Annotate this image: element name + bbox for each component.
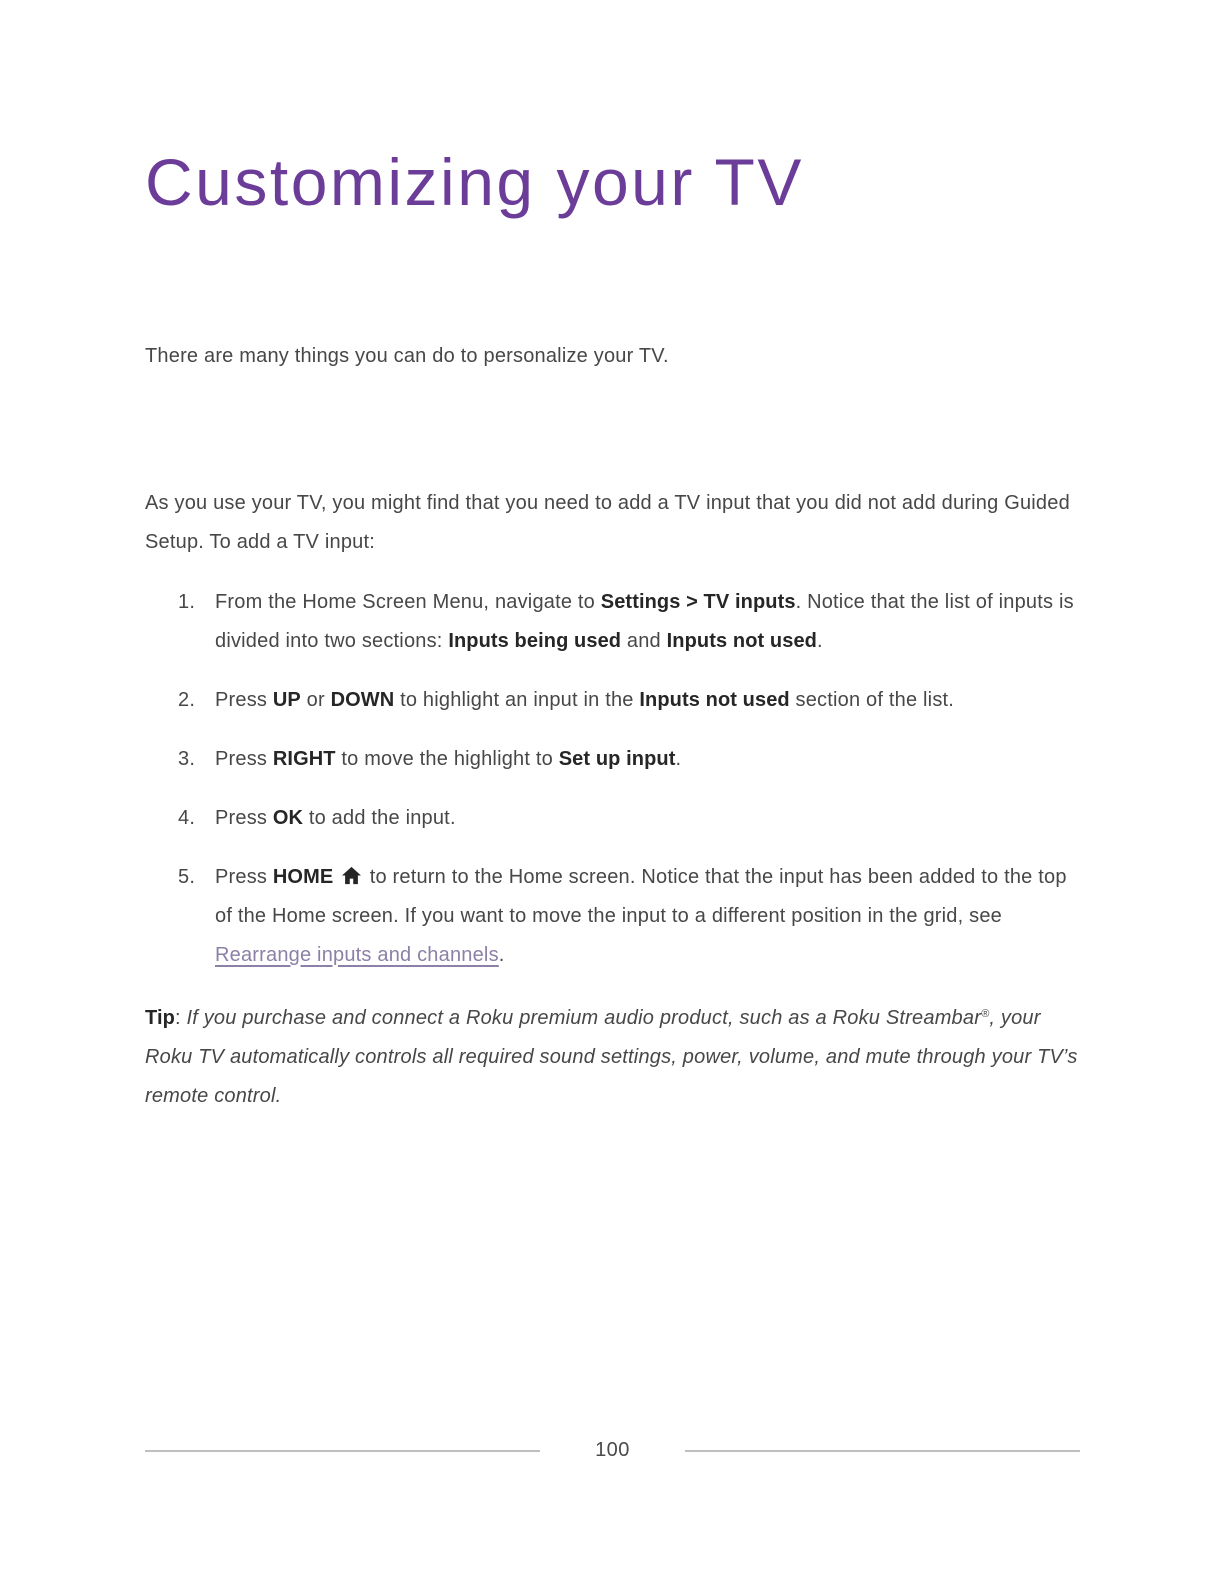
list-item-number: 2.: [178, 688, 196, 711]
text-segment: .: [498, 943, 505, 966]
list-item-text: [215, 807, 456, 829]
text-segment: .: [817, 629, 823, 652]
text-segment: HOME: [272, 865, 339, 888]
list-item-number: 3.: [178, 747, 196, 770]
text-segment: . Notice that the list of inputs is divided into two sections:: [215, 590, 1074, 652]
list-item-text: [215, 689, 954, 711]
list-item-text: [215, 866, 1067, 966]
text-segment: Inputs not used: [666, 629, 818, 652]
text-segment: and: [621, 629, 667, 652]
list-item-text: [215, 748, 681, 770]
rearrange-inputs-link[interactable]: Rearrange inputs and channels: [215, 943, 499, 966]
list-item: [145, 799, 1080, 838]
text-segment: Settings > TV inputs: [600, 590, 796, 613]
footer-rule-left: [145, 1450, 540, 1452]
text-segment: Press: [215, 806, 273, 829]
list-item-number: 5.: [178, 865, 196, 888]
tip-paragraph: [145, 995, 1080, 1116]
intro-paragraph: There are many things you can do to personalize your TV.: [145, 344, 669, 367]
text-segment: Press: [215, 688, 273, 711]
text-segment: ®: [981, 1007, 990, 1020]
text-segment: Set up input: [558, 747, 676, 770]
text-segment: DOWN: [330, 688, 395, 711]
text-segment: section of the list.: [789, 688, 955, 711]
text-segment: :: [174, 1006, 187, 1029]
text-segment: , your Roku TV automatically controls all required sound settings, power, volume, and mute through your TV’s remote control.: [145, 1006, 1078, 1107]
text-segment: .: [675, 747, 682, 770]
text-segment: If you purchase and connect a Roku premium audio product, such as a Roku Streambar: [186, 1006, 982, 1029]
home-icon: [341, 866, 362, 885]
text-segment: UP: [272, 688, 301, 711]
text-segment: Inputs not used: [639, 688, 790, 711]
text-segment: Press: [215, 865, 273, 888]
page-title: Customizing your TV: [145, 145, 804, 219]
page-number: 100: [595, 1439, 630, 1461]
text-segment: to return to the Home screen. Notice that the input has been added to the top of the Home screen. If you want to move the input to a different position in the grid, see: [215, 865, 1067, 927]
text-segment: Tip: [145, 1006, 175, 1029]
text-segment: RIGHT: [272, 747, 336, 770]
list-item-number: 1.: [178, 590, 196, 613]
list-item: [145, 681, 1080, 720]
text-segment: From the Home Screen Menu, navigate to: [215, 590, 601, 613]
text-segment: Inputs being used: [448, 629, 622, 652]
list-item-number: 4.: [178, 806, 196, 829]
add-input-intro-paragraph: As you use your TV, you might find that you need to add a TV input that you did not add during Guided Setup. To add a TV input:: [145, 491, 1070, 553]
footer-rule-right: [685, 1450, 1080, 1452]
text-segment: to highlight an input in the: [394, 688, 640, 711]
instruction-list: [145, 583, 1080, 975]
text-segment: to add the input.: [303, 806, 456, 829]
list-item: [145, 740, 1080, 779]
text-segment: Press: [215, 747, 273, 770]
list-item-text: [215, 591, 1074, 652]
list-item: [145, 858, 1080, 975]
page-footer: [145, 1439, 1080, 1462]
list-item: [145, 583, 1080, 661]
text-segment: OK: [272, 806, 304, 829]
text-segment: or: [300, 688, 331, 711]
text-segment: to move the highlight to: [335, 747, 559, 770]
